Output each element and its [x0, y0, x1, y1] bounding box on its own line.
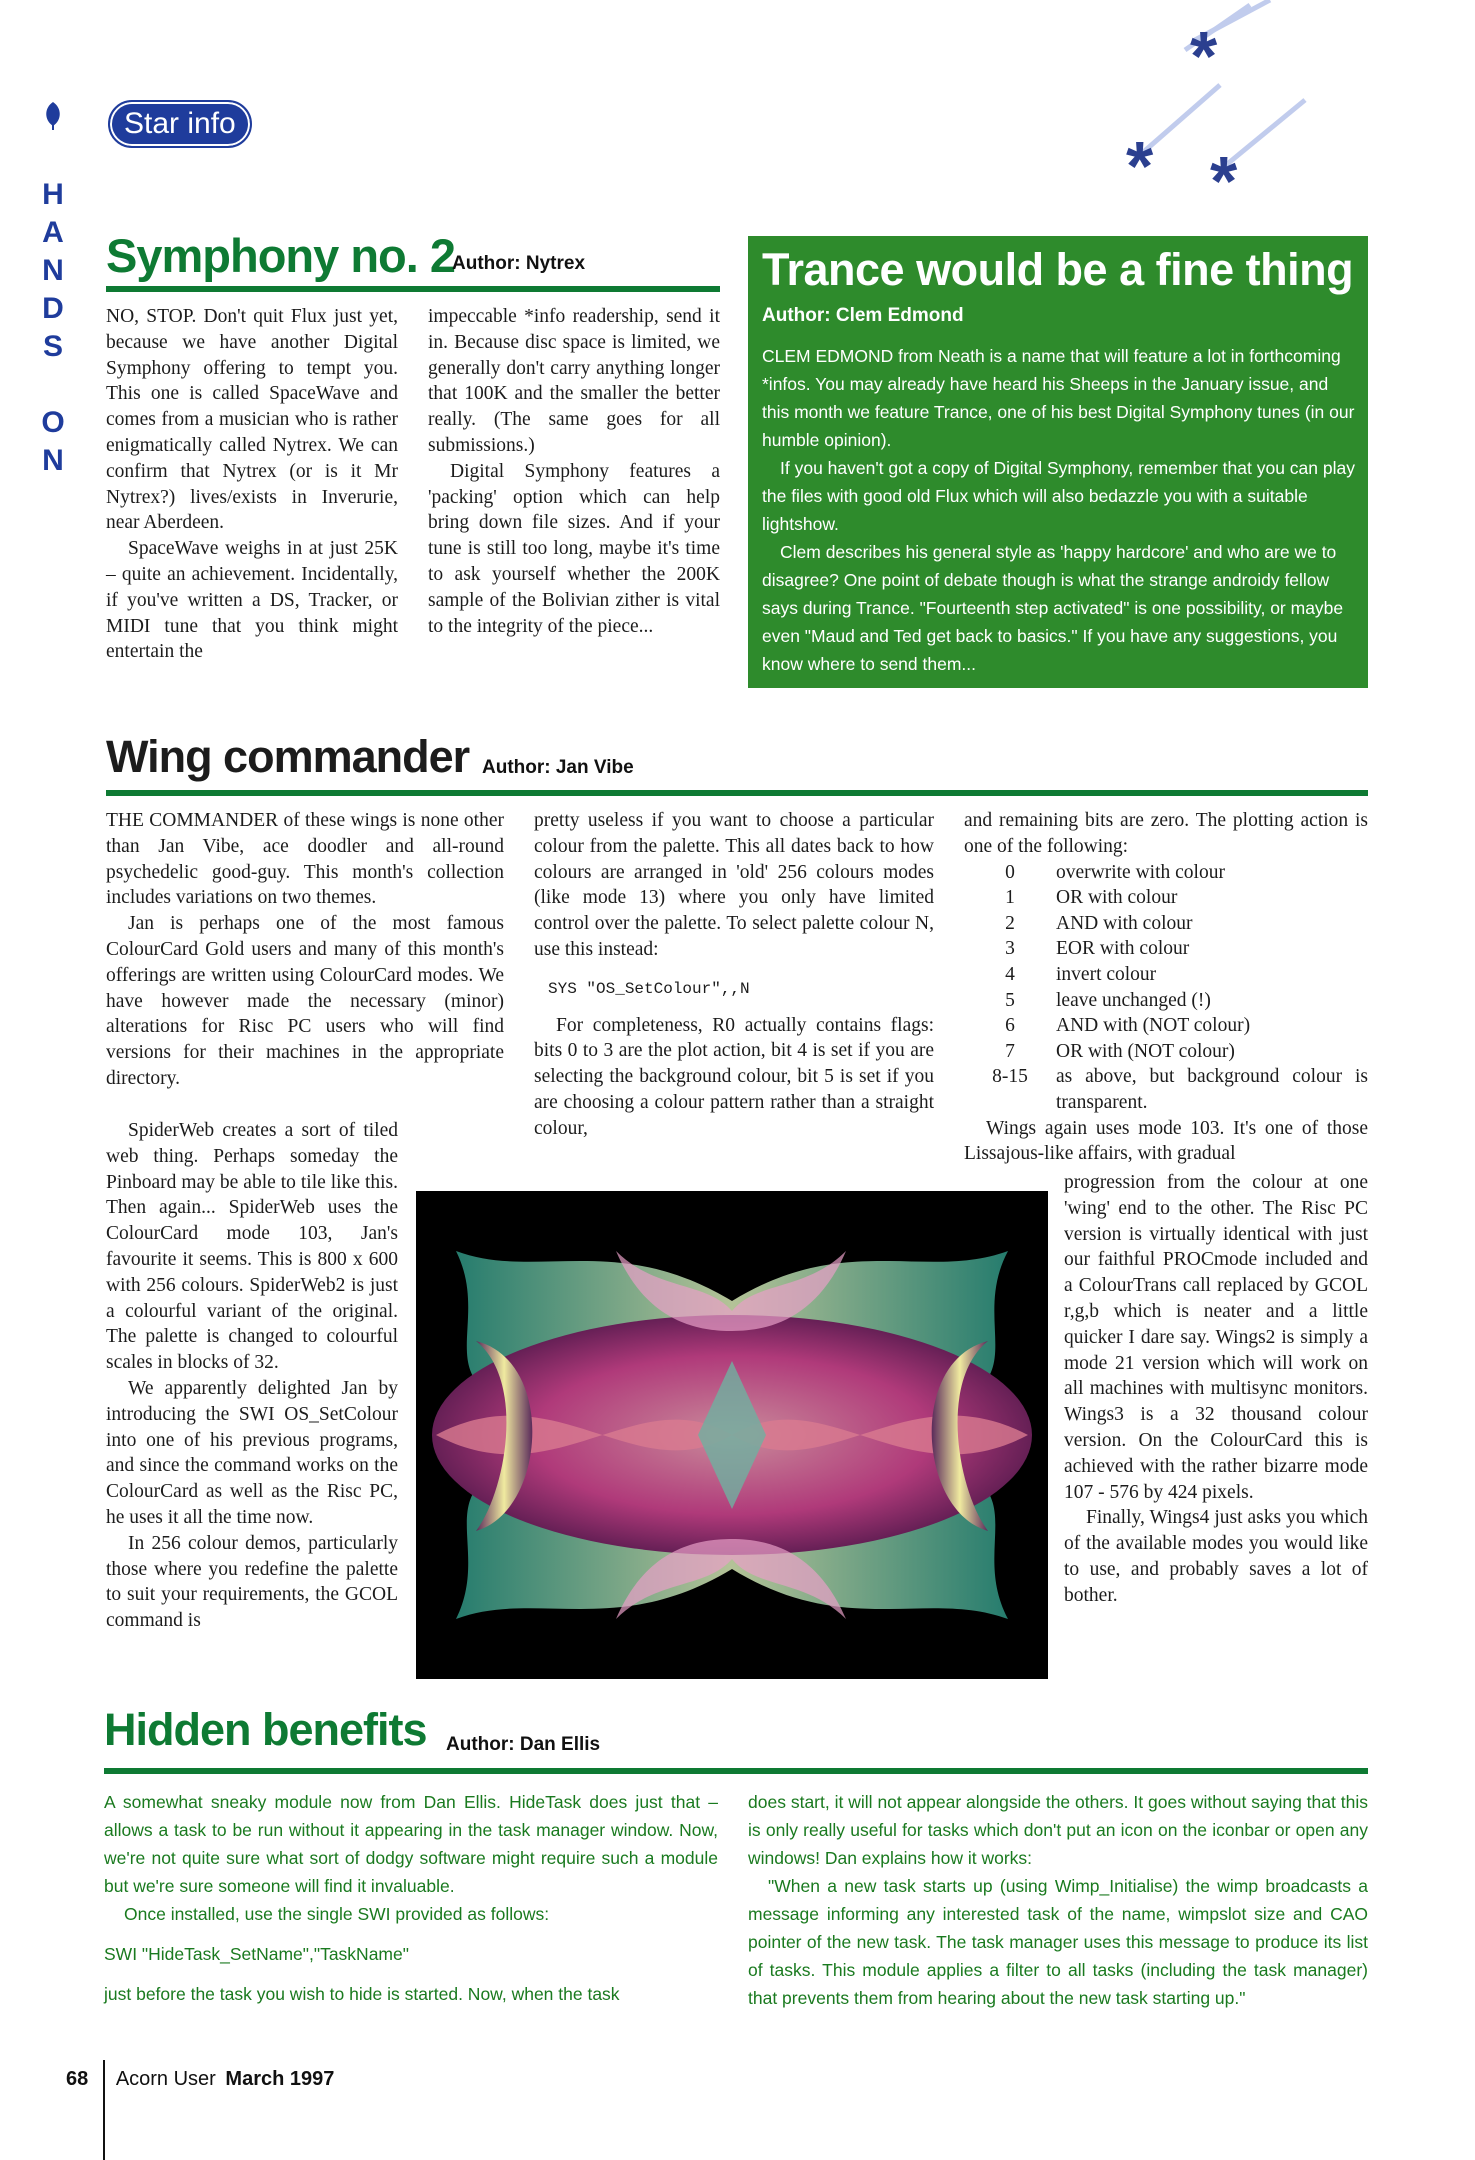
paragraph: SpiderWeb creates a sort of tiled web thing. Perhaps someday the Pinboard may be able to tile like this. Then again... SpiderWeb uses the ColourCard mode 103, Jan's favourite it seems. This is 800 x 600 with 256 colours. SpiderWeb2 is just a colourful variant of the original. The palette is changed to colourful scales in blocks of 32. — [106, 1120, 398, 1374]
paragraph: SpaceWave weighs in at just 25K – quite an achievement. Incidentally, if you've written a DS, Tracker, or MIDI tune that you think might entertain the — [106, 538, 398, 663]
issue-date: March 1997 — [225, 2068, 335, 2090]
action-number: 7 — [1005, 1040, 1015, 1062]
page-number: 68 — [66, 2068, 89, 2090]
action-description: invert colour — [1056, 963, 1157, 985]
paragraph: In 256 colour demos, particularly those where you redefine the palette to suit your requirements, the GCOL command is — [106, 1532, 398, 1632]
symphony-title: Symphony no. 2 — [106, 229, 455, 282]
hidden-rule — [104, 1768, 1368, 1774]
paragraph: We apparently delighted Jan by introducing the SWI OS_SetColour into one of his previous programs, and since the command works on the ColourCard as well as the Risc PC, he uses it all the time now. — [106, 1377, 398, 1528]
table-row — [964, 860, 1368, 886]
section-tab-letter: N — [42, 254, 64, 287]
section-tab-letter: O — [41, 406, 65, 439]
action-description: overwrite with colour — [1056, 861, 1225, 883]
section-tab-letter — [38, 366, 68, 404]
svg-text:*: * — [1210, 142, 1238, 200]
action-number: 3 — [1005, 938, 1015, 960]
paragraph: If you haven't got a copy of Digital Symphony, remember that you can play the files with good old Flux which will also bedazzle you with a suitable lightshow. — [762, 458, 1355, 534]
table-row — [964, 936, 1368, 962]
table-row — [964, 1013, 1368, 1039]
table-row — [964, 988, 1368, 1014]
table-row — [964, 1064, 1368, 1115]
table-row — [964, 1039, 1368, 1065]
table-row — [964, 885, 1368, 911]
action-number: 0 — [1005, 861, 1015, 883]
paragraph: For completeness, R0 actually contains flags: bits 0 to 3 are the plot action, bit 4 is set if you are selecting the background colour, bit 5 is set if you are choosing a colour pattern rather than a straight colour, — [534, 1014, 934, 1139]
svg-text:*: * — [1126, 127, 1154, 200]
action-description: EOR with colour — [1056, 938, 1190, 960]
paragraph: Wings again uses mode 103. It's one of those Lissajous-like affairs, with gradual — [964, 1117, 1368, 1165]
action-number: 5 — [1005, 989, 1015, 1011]
trance-body — [762, 342, 1358, 678]
paragraph: progression from the colour at one 'wing' end to the other. The Risc PC version is virtually identical with just our faithful PROCmode included and a ColourTrans call replaced by GCOL r,g,b which is neater and a little quicker I dare say. Wings2 is simply a mode 21 version which will work on all machines with multisync monitors. Wings3 is a 32 thousand colour version. On the ColourCard this is achieved with the rather bizarre mode 107 - 576 by 424 pixels. — [1064, 1172, 1368, 1503]
paragraph: Clem describes his general style as 'happy hardcore' and who are we to disagree? One point of debate though is what the strange androidy fellow says during Trance. "Fourteenth step activated" is one possibility, or maybe even "Maud and Ted get back to basics." If you have any suggestions, you know where to send them... — [762, 542, 1344, 674]
hidden-col-1 — [104, 1788, 718, 2008]
wing-col-3 — [964, 808, 1368, 1167]
hidden-title: Hidden benefits — [104, 1704, 427, 1755]
wing-col-3-right — [1064, 1170, 1368, 1609]
action-description: OR with colour — [1056, 887, 1178, 909]
magazine-name: Acorn User — [115, 2068, 216, 2090]
paragraph: "When a new task starts up (using Wimp_Initialise) the wimp broadcasts a message informing any interested task of the name, wimpslot size and CAO pointer of the new task. The task manager uses this message to produce its list of tasks. This module applies a filter to all tasks (including the task manager) that prevents them from hearing about the new task starting up." — [748, 1876, 1368, 2008]
footer — [66, 2068, 334, 2091]
action-number: 2 — [1005, 912, 1015, 934]
action-description: AND with colour — [1056, 912, 1193, 934]
hidden-col-2 — [748, 1788, 1368, 2012]
section-tab-letter: N — [42, 444, 64, 477]
paragraph: NO, STOP. Don't quit Flux just yet, because we have another Digital Symphony offering to tempt you. This one is called SpaceWave and comes from a musician who is rather enigmatically called Nytrex. We can confirm that Nytrex (or is it Mr Nytrex?) lives/exists in Inverurie, near Aberdeen. — [106, 306, 398, 534]
section-tab — [38, 176, 68, 480]
paragraph: Finally, Wings4 just asks you which of the available modes you would like to use, and probably saves a lot of bother. — [1064, 1507, 1368, 1606]
wings-artwork-image — [416, 1191, 1048, 1679]
code-snippet: SWI "HideTask_SetName","TaskName" — [104, 1944, 409, 1964]
symphony-author: Author: Nytrex — [452, 253, 586, 274]
trance-author: Author: Clem Edmond — [762, 305, 964, 326]
paragraph: A somewhat sneaky module now from Dan Ellis. HideTask does just that – allows a task to be run without it appearing in the task manager window. Now, we're not quite sure what sort of dodgy software might require such a module but we're sure someone will find it invaluable. — [104, 1792, 718, 1896]
paragraph: THE COMMANDER of these wings is none other than Jan Vibe, ace doodler and all-round psychedelic good-guy. This month's collection includes variations on two themes. — [106, 810, 504, 909]
paragraph: Jan is perhaps one of the most famous ColourCard Gold users and many of this month's offerings are written using ColourCard modes. We have however made the necessary (minor) alterations for Risc PC users who will find versions for their machines in the appropriate directory. — [106, 913, 504, 1089]
paragraph: and remaining bits are zero. The plotting action is one of the following: — [964, 810, 1368, 857]
symphony-col-2 — [428, 304, 720, 639]
star-info-badge: Star info — [108, 100, 252, 148]
section-tab-letter: D — [42, 292, 64, 325]
leaf-icon — [42, 100, 64, 130]
svg-text:*: * — [1190, 17, 1218, 95]
wing-author: Author: Jan Vibe — [482, 757, 634, 778]
section-tab-letter: H — [42, 178, 64, 211]
paragraph: Digital Symphony features a 'packing' option which can help bring down file sizes. And if your tune is still too long, maybe it's time to ask yourself whether the 200K sample of the Bolivian zither is vital to the integrity of the piece... — [428, 460, 720, 637]
action-description: as above, but background colour is transparent. — [1056, 1066, 1368, 1113]
paragraph: Once installed, use the single SWI provided as follows: — [124, 1904, 550, 1924]
paragraph: impeccable *info readership, send it in. Because disc space is limited, we generally don't carry anything longer that 100K and the smaller the better really. (The same goes for all submissions.) — [428, 306, 720, 456]
section-tab-letter: S — [42, 330, 63, 363]
plot-actions-table — [964, 860, 1368, 1116]
action-description: OR with (NOT colour) — [1056, 1040, 1235, 1062]
trance-title: Trance would be a fine thing — [762, 244, 1354, 295]
table-row — [964, 911, 1368, 937]
code-snippet: SYS "OS_SetColour",,N — [548, 979, 750, 998]
paragraph: does start, it will not appear alongside the others. It goes without saying that this is only really useful for tasks which don't put an icon on the iconbar or open any windows! Dan explains how it works: — [748, 1792, 1368, 1868]
action-description: leave unchanged (!) — [1056, 989, 1211, 1011]
section-tab-letter: A — [42, 216, 64, 249]
symphony-col-1 — [106, 304, 398, 665]
wing-col-1-bottom — [106, 1118, 398, 1634]
symphony-rule — [106, 286, 720, 292]
wing-col-2 — [534, 808, 934, 1142]
wing-title: Wing commander — [106, 731, 470, 782]
action-number: 4 — [1005, 963, 1015, 985]
hidden-author: Author: Dan Ellis — [446, 1734, 601, 1755]
wing-col-1-top — [106, 808, 504, 1092]
action-number: 6 — [1005, 1015, 1015, 1037]
stars-decoration-icon — [1100, 0, 1320, 200]
action-number: 1 — [1005, 887, 1015, 909]
paragraph: pretty useless if you want to choose a particular colour from the palette. This all dates back to how colours are arranged in 'old' 256 colours modes (like mode 13) where you only have limited control over the palette. To select palette colour N, use this instead: — [534, 810, 934, 960]
wing-rule — [106, 790, 1368, 796]
table-row — [964, 962, 1368, 988]
paragraph: CLEM EDMOND from Neath is a name that will feature a lot in forthcoming *infos. You may already have heard his Sheeps in the January issue, and this month we feature Trance, one of his best Digital Symphony tunes (in our humble opinion). — [762, 346, 1355, 450]
action-number: 8-15 — [992, 1066, 1028, 1088]
action-description: AND with (NOT colour) — [1056, 1015, 1251, 1037]
paragraph: just before the task you wish to hide is started. Now, when the task — [104, 1984, 620, 2004]
